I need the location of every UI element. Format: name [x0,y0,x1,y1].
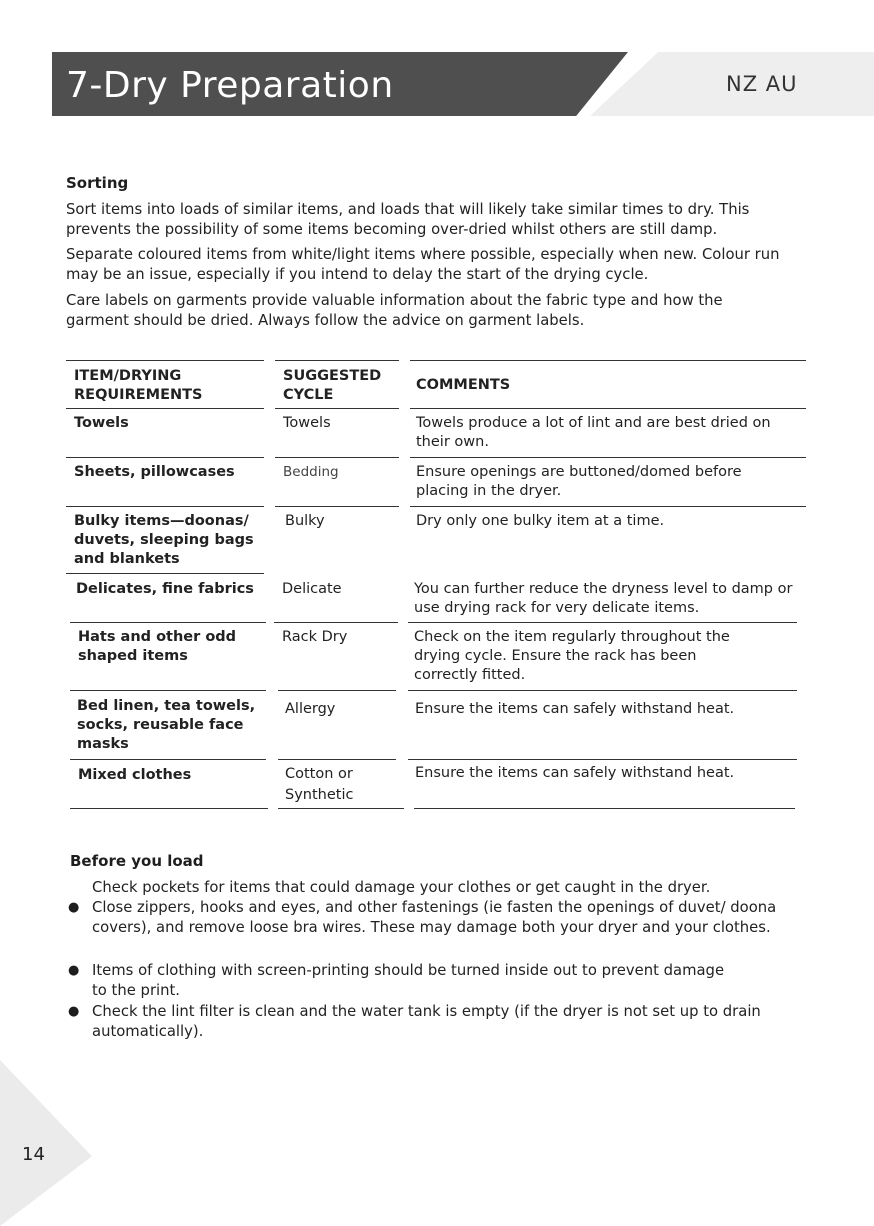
row-cycle: Cotton or Synthetic [285,766,354,803]
sorting-paragraph-1: Sort items into loads of similar items, and loads that will likely take similar times to dry. This prevents the possibility of some items becoming over-dried whilst others are still damp. [66,201,750,238]
table-rule [410,360,806,361]
region-label: NZ AU [726,72,798,96]
sorting-paragraph-3: Care labels on garments provide valuable information about the fabric type and how the garment should be dried. Always follow the advice on garment labels. [66,292,723,329]
table-rule [66,573,264,574]
corner-decoration [0,1060,92,1226]
table-rule [408,622,797,623]
before-load-bullet-3: Check the lint filter is clean and the water tank is empty (if the dryer is not set up to drain automatically). [92,1003,761,1040]
row-item: Bed linen, tea towels, socks, reusable face masks [77,698,256,752]
bullet-icon: ● [68,900,80,915]
table-rule [66,506,264,507]
row-item: Mixed clothes [78,767,192,783]
table-rule [278,808,404,809]
table-rule [70,759,266,760]
table-rule [408,690,797,691]
row-comment: Dry only one bulky item at a time. [416,513,665,529]
row-comment: Check on the item regularly throughout the drying cycle. Ensure the rack has been correctly fitted. [414,629,730,683]
page-title: 7-Dry Preparation [66,65,394,106]
table-rule [275,506,399,507]
column-header-item: ITEM/DRYING REQUIREMENTS [74,368,203,403]
table-rule [275,360,399,361]
row-comment: You can further reduce the dryness level to damp or use drying rack for very delicate items. [414,581,793,616]
before-load-intro: Check pockets for items that could damage your clothes or get caught in the dryer. [92,879,711,896]
table-rule [414,808,795,809]
row-cycle: Bulky [285,513,325,529]
before-load-bullet-1: Close zippers, hooks and eyes, and other fastenings (ie fasten the openings of duvet/ doona covers), and remove loose bra wires. These may damage both your dryer and your clothes. [92,899,777,936]
row-comment: Ensure the items can safely withstand heat. [415,765,735,781]
table-rule [410,408,806,409]
row-item: Bulky items—doonas/ duvets, sleeping bags and blankets [74,513,254,567]
row-cycle: Delicate [282,581,342,597]
table-rule [66,360,264,361]
bullet-icon: ● [68,1004,80,1019]
table-rule [70,622,266,623]
row-item: Hats and other odd shaped items [78,629,237,664]
column-header-cycle: SUGGESTED CYCLE [283,368,382,403]
table-rule [408,759,797,760]
table-rule [66,408,264,409]
row-comment: Ensure the items can safely withstand heat. [415,701,735,717]
table-rule [66,457,264,458]
table-rule [410,457,806,458]
row-item: Towels [74,415,129,431]
sorting-paragraph-2: Separate coloured items from white/light items where possible, especially when new. Colour run may be an issue, especially if you intend to delay the start of the drying cycle. [66,246,780,283]
row-item: Sheets, pillowcases [74,464,235,480]
bullet-icon: ● [68,963,80,978]
sorting-heading: Sorting [66,174,129,192]
page-number: 14 [22,1144,45,1165]
table-rule [410,506,806,507]
table-rule [70,808,268,809]
table-rule [278,759,396,760]
table-rule [70,690,266,691]
before-load-bullet-2: Items of clothing with screen-printing should be turned inside out to prevent damage to the print. [92,962,725,999]
table-rule [274,622,398,623]
table-rule [275,408,399,409]
row-comment: Towels produce a lot of lint and are best dried on their own. [416,415,771,450]
table-rule [278,690,396,691]
row-cycle: Towels [283,415,331,431]
row-cycle: Allergy [285,701,336,717]
row-cycle: Bedding [283,464,339,480]
row-item: Delicates, fine fabrics [76,581,254,597]
table-rule [275,457,399,458]
before-load-heading: Before you load [70,852,204,870]
row-comment: Ensure openings are buttoned/domed before placing in the dryer. [416,464,742,499]
row-cycle: Rack Dry [282,629,348,645]
column-header-comments: COMMENTS [416,377,511,393]
